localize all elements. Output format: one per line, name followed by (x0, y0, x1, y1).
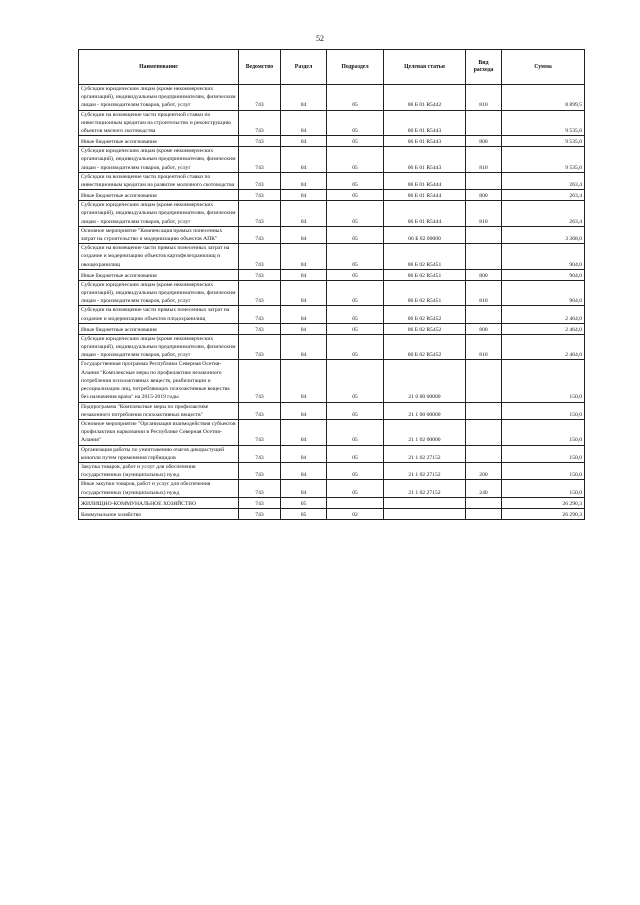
cell-expense (466, 244, 502, 270)
cell-ministry: 743 (239, 497, 281, 508)
cell-expense (466, 508, 502, 519)
cell-ministry: 743 (239, 110, 281, 136)
cell-name: Субсидии на возмещение части процентной ставки по инвестиционным кредитам на развитие молочного скотоводства (79, 172, 239, 189)
cell-sum: 3 368,0 (502, 226, 585, 243)
cell-target: 06 Б 01 R5444 (384, 190, 466, 201)
cell-section: 04 (281, 334, 327, 360)
cell-subsection: 05 (327, 480, 384, 497)
cell-ministry: 743 (239, 419, 281, 445)
budget-table (78, 49, 585, 520)
page-number: 52 (316, 34, 324, 43)
cell-ministry: 743 (239, 508, 281, 519)
cell-subsection: 05 (327, 172, 384, 189)
cell-expense: 800 (466, 269, 502, 280)
cell-expense: 810 (466, 85, 502, 111)
cell-sum: 2 464,0 (502, 323, 585, 334)
cell-name: Основное мероприятие "Организация взаимодействия субъектов профилактики наркомании в Республике Северная Осетия-Алания" (79, 419, 239, 445)
table-row (79, 201, 585, 227)
cell-subsection: 05 (327, 445, 384, 462)
header-section: Раздел (281, 50, 327, 85)
cell-section: 04 (281, 462, 327, 479)
header-ministry: Ведомство (239, 50, 281, 85)
cell-ministry: 743 (239, 462, 281, 479)
cell-name: Субсидии юридическим лицам (кроме некоммерческих организаций), индивидуальным предпринимателям, физическим лицам - производителям товаров, работ, услуг (79, 280, 239, 306)
cell-subsection: 05 (327, 360, 384, 402)
cell-name: Субсидии юридическим лицам (кроме некоммерческих организаций), индивидуальным предпринимателям, физическим лицам - производителям товаров, работ, услуг (79, 334, 239, 360)
cell-ministry: 743 (239, 402, 281, 419)
cell-ministry: 743 (239, 85, 281, 111)
table-row (79, 110, 585, 136)
cell-expense: 200 (466, 462, 502, 479)
cell-name: Подпрограмма "Комплексные меры по профилактике незаконного потребления психоактивных веществ" (79, 402, 239, 419)
table-row (79, 508, 585, 519)
cell-section: 04 (281, 419, 327, 445)
cell-ministry: 743 (239, 201, 281, 227)
cell-ministry: 743 (239, 306, 281, 323)
cell-sum: 263,4 (502, 172, 585, 189)
cell-name: Субсидии юридическим лицам (кроме некоммерческих организаций), индивидуальным предпринимателям, физическим лицам - производителям товаров, работ, услуг (79, 201, 239, 227)
cell-sum: 2 464,0 (502, 306, 585, 323)
cell-name: Иные бюджетные ассигнования (79, 269, 239, 280)
cell-sum: 2 464,0 (502, 334, 585, 360)
cell-expense (466, 419, 502, 445)
cell-name: Субсидии на возмещение части прямых понесенных затрат на создание и модернизацию объектов картофелехранилищ и овощехранилищ (79, 244, 239, 270)
cell-expense: 810 (466, 334, 502, 360)
cell-expense (466, 226, 502, 243)
cell-sum: 26 290,3 (502, 497, 585, 508)
cell-name: Основное мероприятие "Компенсация прямых понесенных затрат на строительство и модернизацию объектов АПК" (79, 226, 239, 243)
cell-expense (466, 306, 502, 323)
table-row (79, 306, 585, 323)
cell-expense: 800 (466, 136, 502, 147)
cell-section: 04 (281, 244, 327, 270)
cell-sum: 904,0 (502, 244, 585, 270)
cell-ministry: 743 (239, 226, 281, 243)
cell-section: 04 (281, 402, 327, 419)
cell-sum: 26 290,3 (502, 508, 585, 519)
cell-ministry: 743 (239, 269, 281, 280)
cell-expense: 810 (466, 201, 502, 227)
cell-section: 04 (281, 110, 327, 136)
cell-section: 05 (281, 497, 327, 508)
cell-target: 06 Б 01 R5443 (384, 147, 466, 173)
cell-expense (466, 172, 502, 189)
cell-section: 04 (281, 360, 327, 402)
cell-section: 04 (281, 136, 327, 147)
cell-target: 21 0 00 00000 (384, 360, 466, 402)
cell-name: Иные бюджетные ассигнования (79, 323, 239, 334)
cell-subsection: 05 (327, 402, 384, 419)
cell-ministry: 743 (239, 323, 281, 334)
cell-target (384, 508, 466, 519)
cell-sum: 9 535,0 (502, 110, 585, 136)
cell-subsection: 05 (327, 462, 384, 479)
cell-name: Субсидии на возмещение части процентной ставки по инвестиционным кредитам на строительство и реконструкцию объектов мясного скотоводства (79, 110, 239, 136)
cell-name: Государственная программа Республики Северная Осетия-Алания "Комплексные меры по профилактике незаконного потребления психоактивных веществ, реабилитации и ресоциализации лиц, потребляющих психоактивные вещества без назначения врача" на 2015-2019 годы (79, 360, 239, 402)
cell-sum: 8 899,5 (502, 85, 585, 111)
cell-target: 21 1 02 27152 (384, 480, 466, 497)
cell-target: 06 Б 01 R5443 (384, 136, 466, 147)
cell-target: 06 Б 02 R5451 (384, 244, 466, 270)
cell-expense: 810 (466, 147, 502, 173)
cell-name: ЖИЛИЩНО-КОММУНАЛЬНОЕ ХОЗЯЙСТВО (79, 497, 239, 508)
cell-subsection: 05 (327, 244, 384, 270)
cell-subsection: 05 (327, 226, 384, 243)
cell-ministry: 743 (239, 334, 281, 360)
cell-sum: 150,0 (502, 445, 585, 462)
table-row (79, 462, 585, 479)
cell-name: Коммунальное хозяйство (79, 508, 239, 519)
table-row (79, 244, 585, 270)
cell-target (384, 497, 466, 508)
cell-sum: 904,0 (502, 269, 585, 280)
header-sum: Сумма (502, 50, 585, 85)
cell-sum: 150,0 (502, 402, 585, 419)
cell-target: 06 Б 01 R5442 (384, 85, 466, 111)
cell-target: 21 1 02 27152 (384, 445, 466, 462)
cell-section: 04 (281, 323, 327, 334)
cell-name: Субсидии на возмещение части прямых понесенных затрат на создание и модернизацию объектов плодохранилищ (79, 306, 239, 323)
cell-name: Закупка товаров, работ и услуг для обеспечения государственных (муниципальных) нужд (79, 462, 239, 479)
cell-section: 04 (281, 85, 327, 111)
cell-target: 06 Б 02 R5452 (384, 334, 466, 360)
table-row (79, 360, 585, 402)
table-row (79, 480, 585, 497)
cell-subsection: 05 (327, 201, 384, 227)
cell-sum: 904,0 (502, 280, 585, 306)
table-row (79, 147, 585, 173)
cell-subsection: 05 (327, 323, 384, 334)
table-row (79, 334, 585, 360)
cell-target: 06 Б 02 R5452 (384, 323, 466, 334)
table-row (79, 226, 585, 243)
header-name: Наименование (79, 50, 239, 85)
cell-sum: 263,4 (502, 201, 585, 227)
cell-ministry: 743 (239, 280, 281, 306)
cell-ministry: 743 (239, 445, 281, 462)
table-row (79, 190, 585, 201)
table-row (79, 172, 585, 189)
cell-ministry: 743 (239, 480, 281, 497)
table-row (79, 445, 585, 462)
cell-expense: 800 (466, 190, 502, 201)
header-subsection: Подраздел (327, 50, 384, 85)
cell-section: 04 (281, 147, 327, 173)
cell-subsection: 05 (327, 419, 384, 445)
cell-section: 04 (281, 280, 327, 306)
cell-section: 04 (281, 172, 327, 189)
cell-target: 21 1 00 00000 (384, 402, 466, 419)
cell-expense (466, 445, 502, 462)
cell-target: 06 Б 01 R5444 (384, 172, 466, 189)
header-target: Целевая статья (384, 50, 466, 85)
table-row (79, 402, 585, 419)
table-row (79, 419, 585, 445)
cell-ministry: 743 (239, 360, 281, 402)
cell-target: 06 Б 01 R5444 (384, 201, 466, 227)
cell-subsection: 05 (327, 280, 384, 306)
cell-section: 05 (281, 508, 327, 519)
cell-name: Субсидии юридическим лицам (кроме некоммерческих организаций), индивидуальным предпринимателям, физическим лицам - производителям товаров, работ, услуг (79, 147, 239, 173)
table-row (79, 497, 585, 508)
cell-subsection: 05 (327, 190, 384, 201)
table-row (79, 136, 585, 147)
cell-sum: 150,0 (502, 462, 585, 479)
cell-section: 04 (281, 226, 327, 243)
cell-subsection: 05 (327, 85, 384, 111)
cell-expense: 810 (466, 280, 502, 306)
cell-target: 21 1 02 00000 (384, 419, 466, 445)
cell-expense (466, 497, 502, 508)
cell-sum: 9 535,0 (502, 136, 585, 147)
cell-ministry: 743 (239, 190, 281, 201)
cell-section: 04 (281, 201, 327, 227)
cell-sum: 9 535,0 (502, 147, 585, 173)
cell-sum: 150,0 (502, 360, 585, 402)
cell-target: 06 Б 01 R5443 (384, 110, 466, 136)
cell-target: 21 1 02 27152 (384, 462, 466, 479)
cell-expense: 240 (466, 480, 502, 497)
cell-section: 04 (281, 480, 327, 497)
cell-subsection: 05 (327, 306, 384, 323)
cell-name: Организация работы по уничтожению очагов дикорастущей конопли путем применения гербицидов (79, 445, 239, 462)
cell-subsection: 05 (327, 334, 384, 360)
cell-subsection (327, 497, 384, 508)
cell-name: Субсидии юридическим лицам (кроме некоммерческих организаций), индивидуальным предпринимателям, физическим лицам - производителям товаров, работ, услуг (79, 85, 239, 111)
cell-subsection: 05 (327, 110, 384, 136)
cell-ministry: 743 (239, 244, 281, 270)
cell-section: 04 (281, 190, 327, 201)
table-row (79, 85, 585, 111)
cell-expense (466, 360, 502, 402)
cell-target: 06 Б 02 R5451 (384, 280, 466, 306)
cell-target: 06 Б 02 R5452 (384, 306, 466, 323)
table-row (79, 323, 585, 334)
cell-sum: 150,0 (502, 419, 585, 445)
cell-sum: 263,4 (502, 190, 585, 201)
cell-subsection: 02 (327, 508, 384, 519)
cell-section: 04 (281, 306, 327, 323)
table-row (79, 269, 585, 280)
cell-expense: 800 (466, 323, 502, 334)
table-header-row (79, 50, 585, 85)
cell-subsection: 05 (327, 269, 384, 280)
cell-expense (466, 110, 502, 136)
cell-expense (466, 402, 502, 419)
cell-section: 04 (281, 445, 327, 462)
cell-subsection: 05 (327, 147, 384, 173)
table-row (79, 280, 585, 306)
cell-ministry: 743 (239, 172, 281, 189)
cell-ministry: 743 (239, 136, 281, 147)
cell-name: Иные закупки товаров, работ и услуг для обеспечения государственных (муниципальных) нужд (79, 480, 239, 497)
cell-target: 06 Б 02 00000 (384, 226, 466, 243)
cell-name: Иные бюджетные ассигнования (79, 136, 239, 147)
cell-sum: 150,0 (502, 480, 585, 497)
cell-section: 04 (281, 269, 327, 280)
cell-ministry: 743 (239, 147, 281, 173)
cell-target: 06 Б 02 R5451 (384, 269, 466, 280)
cell-subsection: 05 (327, 136, 384, 147)
header-expense: Вид расхода (466, 50, 502, 85)
cell-name: Иные бюджетные ассигнования (79, 190, 239, 201)
